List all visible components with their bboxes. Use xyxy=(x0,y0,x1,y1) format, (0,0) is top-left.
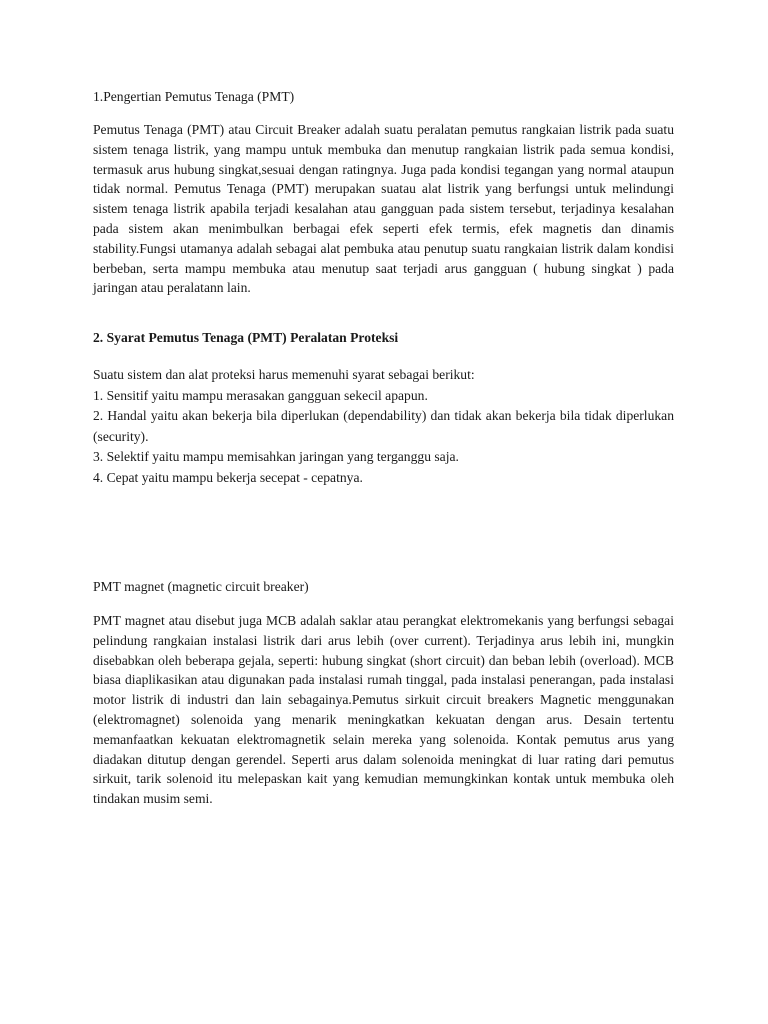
requirement-item: 2. Handal yaitu akan bekerja bila diperlukan (dependability) dan tidak akan bekerja bila tidak diperlukan (security). xyxy=(93,408,674,444)
section-3-title: PMT magnet (magnetic circuit breaker) xyxy=(93,579,309,594)
section-2-title: 2. Syarat Pemutus Tenaga (PMT) Peralatan Proteksi xyxy=(93,330,399,345)
requirements-intro: Suatu sistem dan alat proteksi harus memenuhi syarat sebagai berikut: xyxy=(93,367,475,382)
section-1-body: Pemutus Tenaga (PMT) atau Circuit Breaker adalah suatu peralatan pemutus rangkaian listrik pada suatu sistem tenaga listrik, yang mampu untuk membuka dan menutup rangkaian listrik pada semua kondisi, termasuk arus hubung singkat,sesuai dengan ratingnya. Juga pada kondisi tegangan yang normal ataupun tidak normal. Pemutus Tenaga (PMT) merupakan suatau alat listrik yang berfungsi untuk melindungi sistem tenaga listrik apabila terjadi kesalahan atau gangguan pada sistem tersebut, terjadinya kesalahan pada sistem akan menimbulkan berbagai efek seperti efek termis, efek magnetis dan dinamis stability.Fungsi utamanya adalah sebagai alat pembuka atau penutup suatu rangkaian listrik dalam kondisi berbeban, serta mampu membuka atau menutup saat terjadi arus gangguan ( hubung singkat ) pada jaringan atau peralatann lain. xyxy=(93,122,674,296)
requirement-item: 4. Cepat yaitu mampu bekerja secepat - cepatnya. xyxy=(93,469,363,485)
section-1-title: 1.Pengertian Pemutus Tenaga (PMT) xyxy=(93,89,295,104)
section-3-body: PMT magnet atau disebut juga MCB adalah saklar atau perangkat elektromekanis yang berfungsi sebagai pelindung rangkaian instalasi listrik dari arus lebih (over current). Terjadinya arus lebih ini, mungkin disebabkan oleh beberapa gejala, seperti: hubung singkat (short circuit) dan beban lebih (overload). MCB biasa diaplikasikan atau digunakan pada instalasi rumah tinggal, pada instalasi penerangan, pada instalasi motor listrik di industri dan lain sebagainya.Pemutus sirkuit circuit breakers Magnetic menggunakan (elektromagnet) solenoida yang menarik meningkatkan kekuatan dengan arus. Desain tertentu memanfaatkan kekuatan elektromagnetik selain mereka yang solenoida. Kontak pemutus arus yang diadakan ditutup dengan gerendel. Seperti arus dalam solenoida meningkat di luar rating dari pemutus sirkuit, tarik solenoid itu melepaskan kait yang kemudian memungkinkan kontak untuk membuka oleh tindakan musim semi. xyxy=(93,613,674,807)
requirement-item: 1. Sensitif yaitu mampu merasakan gangguan sekecil apapun. xyxy=(93,387,428,403)
requirements-list xyxy=(93,365,674,489)
requirement-item: 3. Selektif yaitu mampu memisahkan jaringan yang terganggu saja. xyxy=(93,449,459,465)
